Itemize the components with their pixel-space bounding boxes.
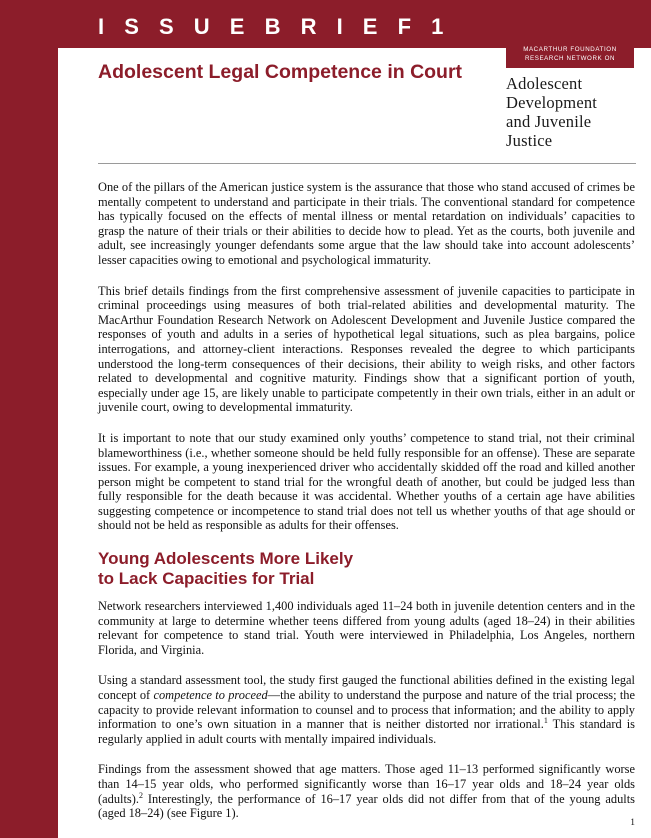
footnote-marker-2: 2 [138,790,143,800]
paragraph-1: One of the pillars of the American justice system is the assurance that those who stand accused of crimes be mentally competent to understand and participate in their trials. The conventional standard for competence has typically focused on the effects of mental illness or mental retardation on individuals’ capacities to grasp the nature of their trials or their abilities to decide how to plead. Yet as the courts, both juvenile and adult, see increasingly younger defendants some argue that the law should take into account adolescents’ lesser capacities owing to emotional and psychological immaturity. [98,180,635,267]
page-number: 1 [630,818,635,828]
paragraph-2: This brief details findings from the first comprehensive assessment of juvenile capacities to participate in criminal proceedings using measures of both trial-related abilities and developmental maturity. The MacArthur Foundation Research Network on Adolescent Development and Juvenile Justice compared the responses of youth and adults in a series of hypothetical legal situations, such as plea bargains, police interrogations, and attorney-client interactions. Responses revealed the degree to which participants understood the long-term consequences of their decisions, their ability to weigh risks, and other factors related to developmental and cognitive maturity. Findings show that a significant portion of youth, especially under age 15, are likely unable to participate competently in their own trials, either in an adult or juvenile court, owing to developmental immaturity. [98,283,635,415]
paragraph-5 [98,673,635,746]
logo-name-line-4: Justice [506,131,553,150]
left-accent-bar [0,0,58,838]
page-title: Adolescent Legal Competence in Court [98,61,463,83]
paragraph-6-part-2: Interestingly, the performance of 16–17 year olds did not differ from that of the young adults (aged 18–24) (see Figure 1). [98,791,635,821]
paragraph-5-italic-term: competence to proceed [153,688,268,703]
organization-logo [506,40,634,150]
logo-name-line-2: Development [506,93,598,112]
paragraph-6 [98,762,635,820]
paragraph-4: Network researchers interviewed 1,400 individuals aged 11–24 both in juvenile detention centers and in the community at large to determine whether teens differed from young adults (aged 18–24) in their abilities relevant for competence to stand trial. Youth were interviewed in Philadelphia, Los Angeles, northern Florida, and Virginia. [98,599,635,657]
paragraph-5-part-1: Using a standard assessment tool, the study first gauged the functional abilities defined in the existing legal concept of [98,673,635,703]
article-body [98,180,635,837]
issue-brief-label: I S S U E B R I E F 1 [98,14,451,39]
logo-network-name [506,74,634,150]
logo-top-line-1: MACARTHUR FOUNDATION [523,46,617,53]
section-heading-line-1: Young Adolescents More Likely [98,549,354,569]
section-heading [98,549,635,589]
paragraph-5-part-3: This standard is regularly applied in adult courts with mentally impaired individuals. [98,717,635,746]
header-divider [98,163,636,164]
logo-name-line-1: Adolescent [506,74,583,93]
paragraph-6-part-1: Findings from the assessment showed that age matters. Those aged 11–13 performed significantly worse than 14–15 year olds, who performed significantly worse than 16–17 year olds and 18–24 year olds (adults). [98,762,635,806]
logo-name-line-3: and Juvenile [506,112,592,131]
paragraph-3: It is important to note that our study examined only youths’ competence to stand trial, not their criminal blameworthiness (i.e., whether someone should be held fully responsible for an offense). These are separate issues. For example, a young inexperienced driver who accidentally skidded off the road and killed another person might be competent to stand trial for the wrongful death of another, but could be judged less than fully responsible for the death because it was accidental. Whether youths of a certain age have abilities suggesting competence or incompetence to stand trial does not tell us whether youths of that age should or should not be held as responsible as adults for their offenses. [98,430,635,533]
paragraph-5-part-2: —the ability to understand the purpose and nature of the trial process; the capacity to provide relevant information to counsel and to process that information; and the ability to apply information to one’s own situation in a manner that is neither distorted nor irrational. [98,688,635,732]
section-heading-line-2: to Lack Capacities for Trial [98,569,315,589]
footnote-marker-1: 1 [543,716,548,726]
logo-top-band [506,40,634,68]
logo-top-line-2: RESEARCH NETWORK ON [524,55,616,62]
